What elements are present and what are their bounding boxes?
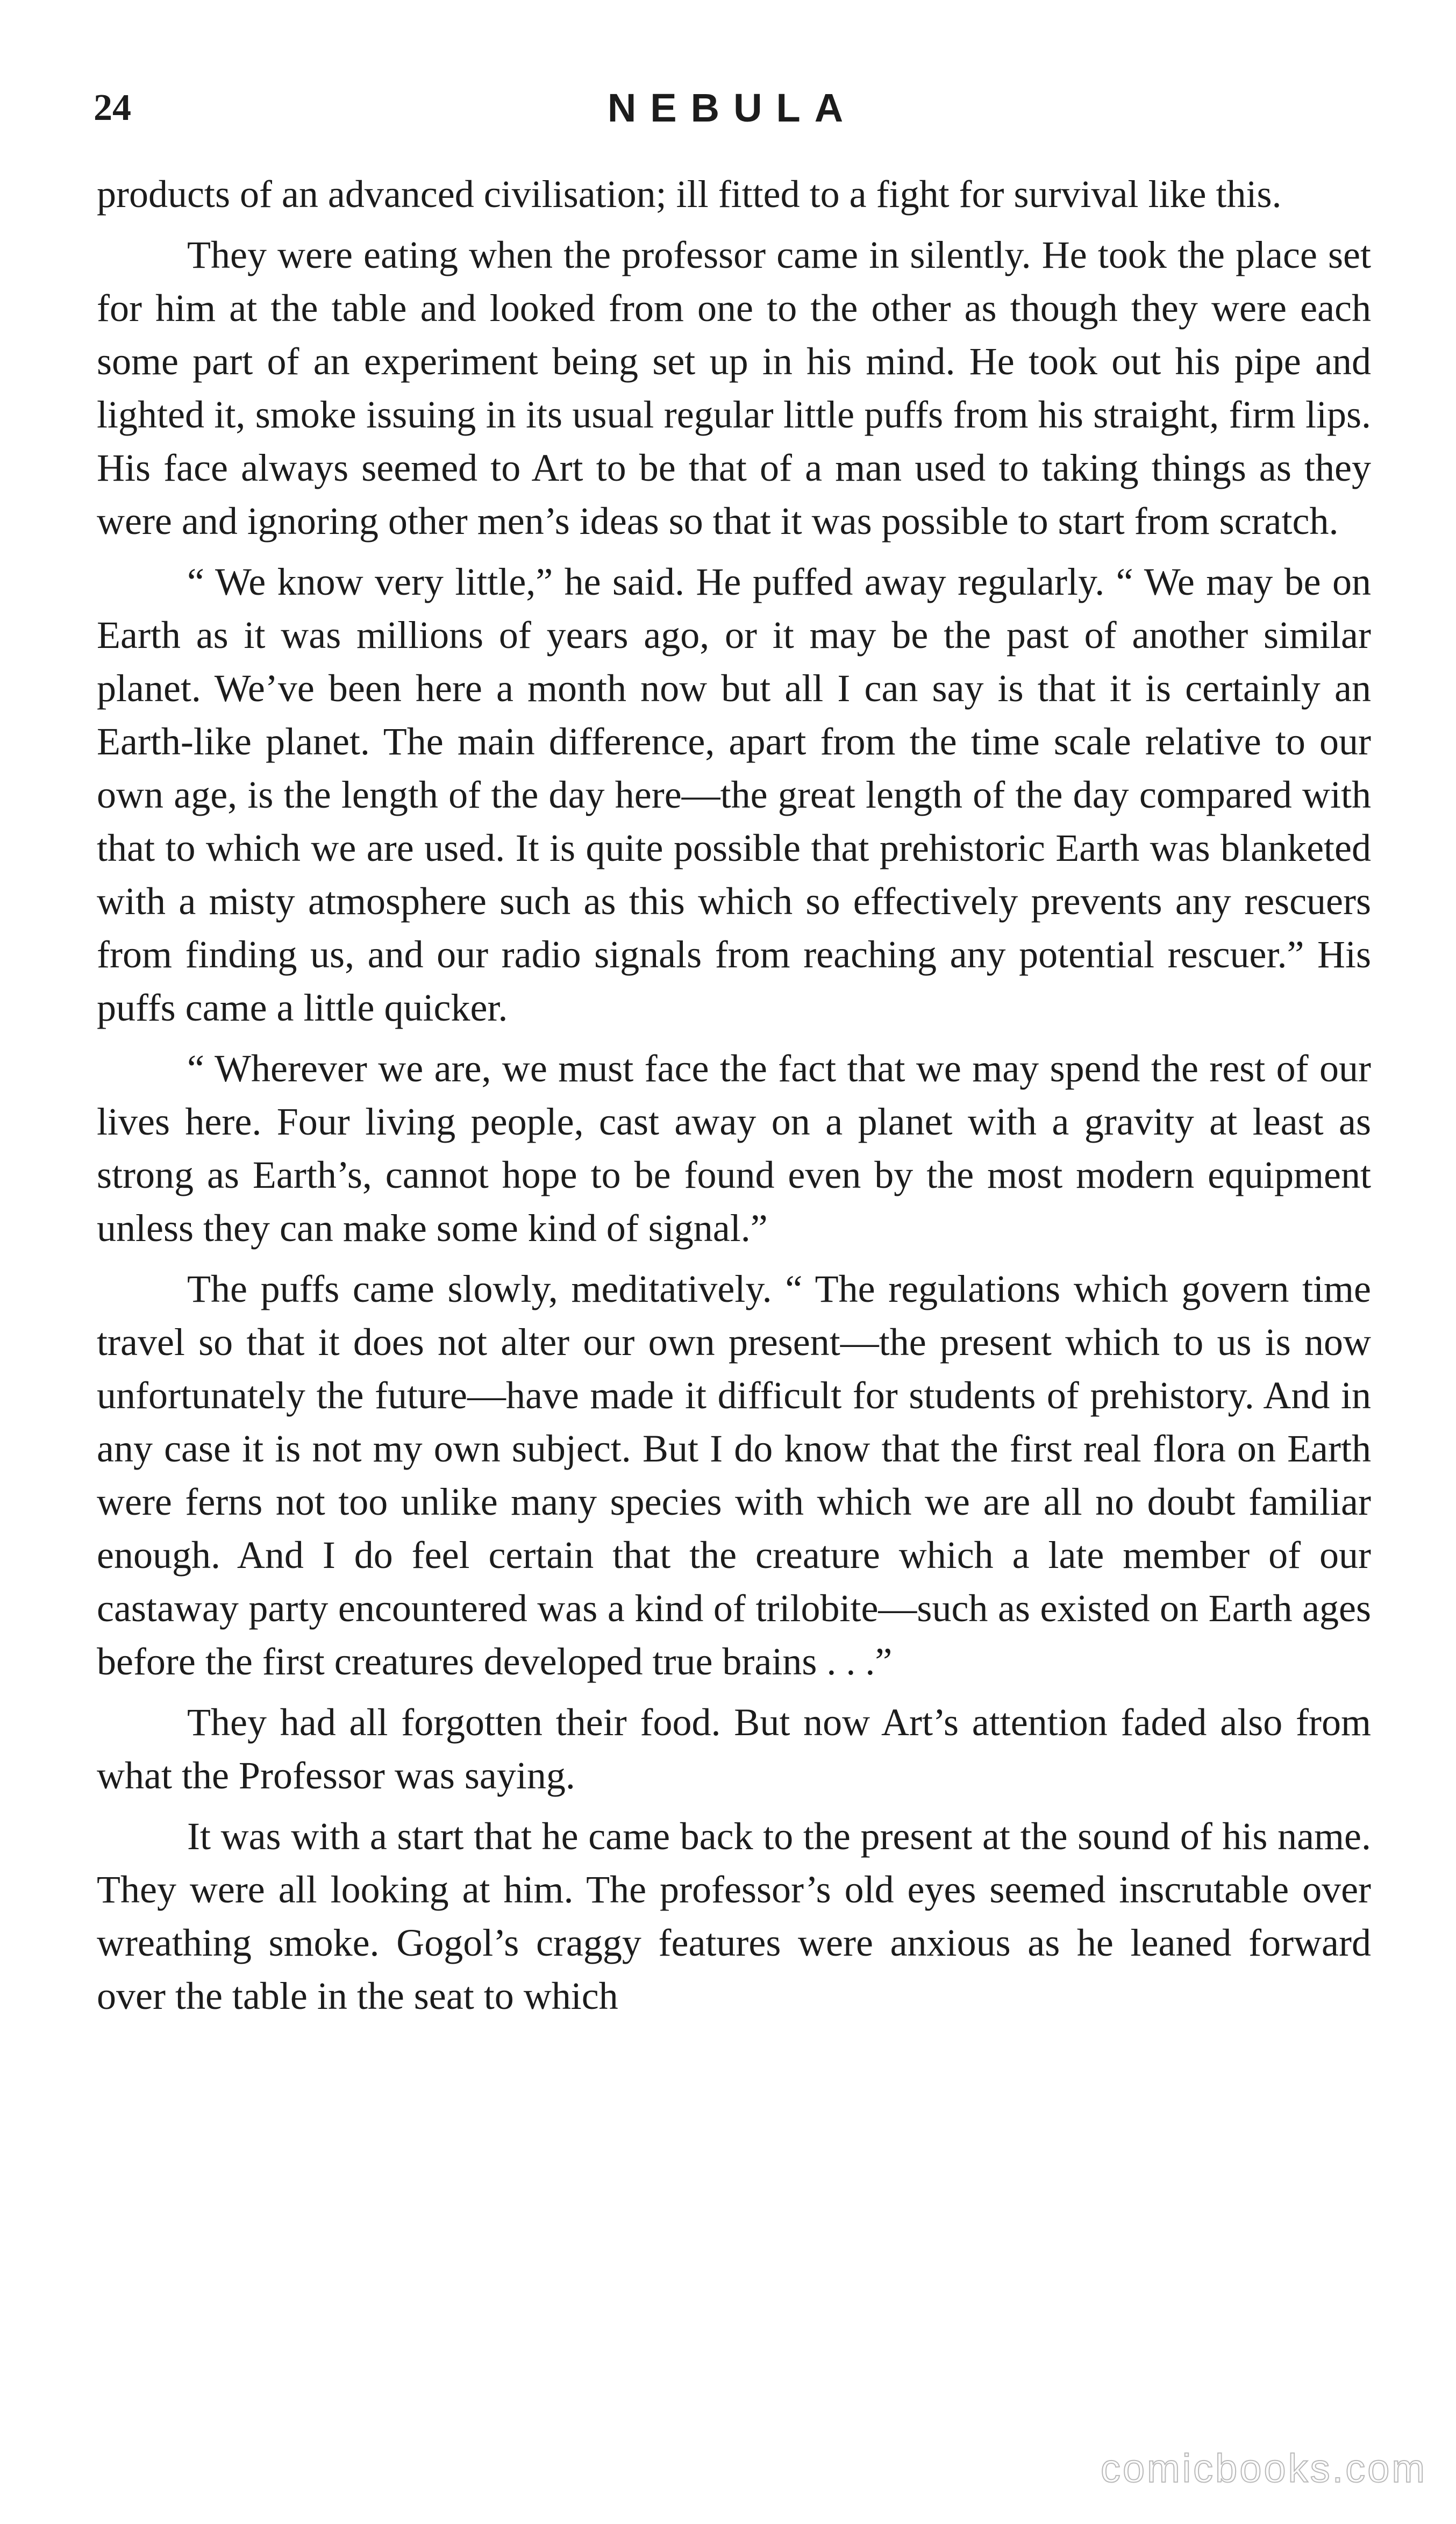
paragraph: It was with a start that he came back to the present at the sound of his name. They were all looking at him. The professor’s old eyes seemed inscrutable over wreathing smoke. Gogol’s craggy features were anxious as he leaned forward over the table in the seat to which bbox=[97, 1815, 1371, 2017]
body-text bbox=[97, 168, 1371, 2030]
paragraph: “ Wherever we are, we must face the fact that we may spend the rest of our lives here. Four living people, cast away on a planet with a gravity at least as strong as Earth’s, cannot hope to be found even by the most modern equipment unless they can make some kind of signal.” bbox=[97, 1047, 1371, 1250]
watermark: comicbooks.com bbox=[1100, 2446, 1427, 2491]
paragraph: They had all forgotten their food. But now Art’s attention faded also from what the Professor was saying. bbox=[97, 1701, 1371, 1797]
running-title: NEBULA bbox=[607, 85, 858, 130]
page-number: 24 bbox=[94, 87, 131, 129]
paragraph: products of an advanced civilisation; ill fitted to a fight for survival like this. bbox=[97, 173, 1282, 216]
page-header bbox=[94, 79, 1371, 138]
paragraph: “ We know very little,” he said. He puffed away regularly. “ We may be on Earth as it was millions of years ago, or it may be the past of another similar planet. We’ve been here a month now but all I can say is that it is certainly an Earth-like planet. The main difference, apart from the time scale relative to our own age, is the length of the day here—the great length of the day compared with that to which we are used. It is quite possible that prehistoric Earth was blanketed with a misty atmosphere such as this which so effectively prevents any rescuers from finding us, and our radio signals from reaching any potential rescuer.” His puffs came a little quicker. bbox=[97, 560, 1371, 1029]
paragraph: They were eating when the professor came in silently. He took the place set for him at the table and looked from one to the other as though they were each some part of an experiment being set up in his mind. He took out his pipe and lighted it, smoke issuing in its usual regular little puffs from his straight, firm lips. His face always seemed to Art to be that of a man used to taking things as they were and ignoring other men’s ideas so that it was possible to start from scratch. bbox=[97, 233, 1371, 543]
paragraph: The puffs came slowly, meditatively. “ The regulations which govern time travel so that it does not alter our own present—the present which to us is now unfortunately the future—have made it difficult for students of prehistory. And in any case it is not my own subject. But I do know that the first real flora on Earth were ferns not too unlike many species with which we are all no doubt familiar enough. And I do feel certain that the creature which a late member of our castaway party encountered was a kind of trilobite—such as existed on Earth ages before the first creatures developed true brains . . .” bbox=[97, 1267, 1371, 1683]
